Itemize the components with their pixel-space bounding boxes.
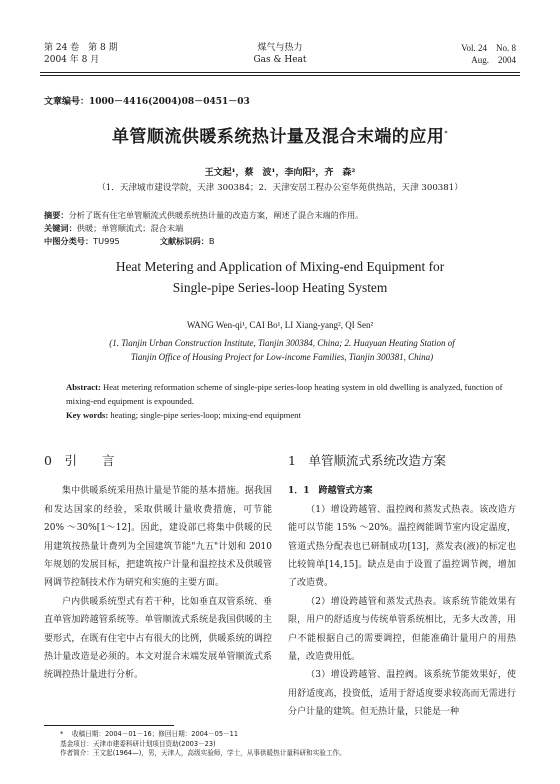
- header-rule-thin: [40, 75, 520, 76]
- english-title: Heat Metering and Application of Mixing-end Equipment for Single-pipe Series-loop Heating System: [115, 259, 445, 295]
- footnote: * 收稿日期：2004－01－16；修回日期：2004－05－11 基金项目：天津市建委科研计划项目资助(2003－23) 作者简介：王文起(1964—)，男，天津人，高级实验师，学士，从事供暖热计量科研和实验工作。: [60, 730, 346, 757]
- paragraph: 集中供暖系统采用热计量是节能的基本措施。据我国和发达国家的经验，采取供暖计量收费措施，可节能 20% ～30%[1～12]。因此，建设部已将集中供暖的民用建筑按热量计费列为全国建筑节能"九五"计划和 2010 年规划的发展目标，把建筑按户计量和温控技术及供暖管网调节控制技术作为研究和实施的主要方面。: [44, 486, 272, 589]
- classification: 中图分类号：TU995 文献标识码：B: [44, 236, 215, 246]
- english-affiliation: (1. Tianjin Urban Construction Institute, Tianjin 300384, China; 2. Huayuan Heating Station of Tianjin Office of Housing Project for Low-income Families, Tianjin 300381, China): [109, 338, 455, 362]
- journal-volume: 第 24 卷 第 8 期 2004 年 8 月: [44, 43, 118, 65]
- paragraph: （3）增设跨越管、温控阀。该系统节能效果好，使用舒适度高，投资低，适用于舒适度要求较高而无需进行分户计量的建筑。但无热计量，只能是一种: [288, 670, 516, 718]
- header-rule: [40, 72, 520, 73]
- title-footnote-mark: *: [444, 130, 449, 138]
- chinese-abstract-block: [44, 209, 514, 248]
- right-column: [288, 452, 516, 722]
- english-keywords: Key words: heating; single-pipe series-loop; mixing-end equipment: [66, 410, 301, 420]
- english-authors: WANG Wen-qi¹, CAI Bo¹, LI Xiang-yang², QI Sen²: [186, 320, 374, 330]
- english-abstract-block: [66, 380, 506, 422]
- chinese-abstract: 摘要：分析了既有住宅单管顺流式供暖系统热计量的改造方案，阐述了混合末端的作用。: [44, 210, 364, 220]
- paragraph: （1）增设跨越管、温控阀和蒸发式热表。该改造方能可以节能 15% ～20%。温控阀能调节室内设定温度，管道式热分配表也已研制成功[13]，蒸发表(液)的标定也比较简单[14,15]。缺点是由于设置了温控调节阀，增加了改造费。: [288, 504, 516, 589]
- chinese-authors: 王文起¹，蔡 波¹，李向阳²，齐 森²: [204, 168, 356, 178]
- article-number: 文章编号：1000－4416(2004)08－0451－03: [44, 97, 250, 107]
- section-heading-scheme: 1 单管顺流式系统改造方案: [288, 453, 446, 468]
- journal-volume-en: Vol. 24 No. 8 Aug. 2004: [461, 43, 516, 65]
- journal-name: 煤气与热力 Gas & Heat: [253, 43, 307, 65]
- english-abstract: Abstract: Heat metering reformation scheme of single-pipe series-loop heating system in old dwelling is analyzed, function of mixing-end equipment is expounded.: [66, 382, 503, 406]
- section-heading-intro: 0 引 言: [44, 453, 115, 468]
- chinese-keywords: 关键词：供暖；单管顺流式；混合末端: [44, 223, 184, 233]
- paragraph: 户内供暖系统型式有若干种，比如垂直双管系统、垂直单管加跨越管系统等。单管顺流式系统是我国供暖的主要形式，在既有住宅中占有很大的比例，供暖系统的调控热计量改造是必须的。本文对混合末端发展单管顺流式系统调控热计量进行分析。: [44, 596, 272, 681]
- left-column: [44, 452, 272, 685]
- paragraph: （2）增设跨越管和蒸发式热表。该系统节能效果有限，用户的舒适度与传统单管系统相比，无多大改善，用户不能根据自己的需要调控，但能准确计量用户的用热量，改造费用低。: [288, 596, 516, 663]
- chinese-affiliation: （1．天津城市建设学院，天津 300384；2．天津安居工程办公室华苑供热站，天津 300381）: [97, 183, 463, 193]
- subsection-heading: 1．1 跨越管式方案: [288, 486, 373, 497]
- footnote-rule: [44, 725, 174, 726]
- chinese-title: 单管顺流供暖系统热计量及混合末端的应用*: [111, 127, 449, 147]
